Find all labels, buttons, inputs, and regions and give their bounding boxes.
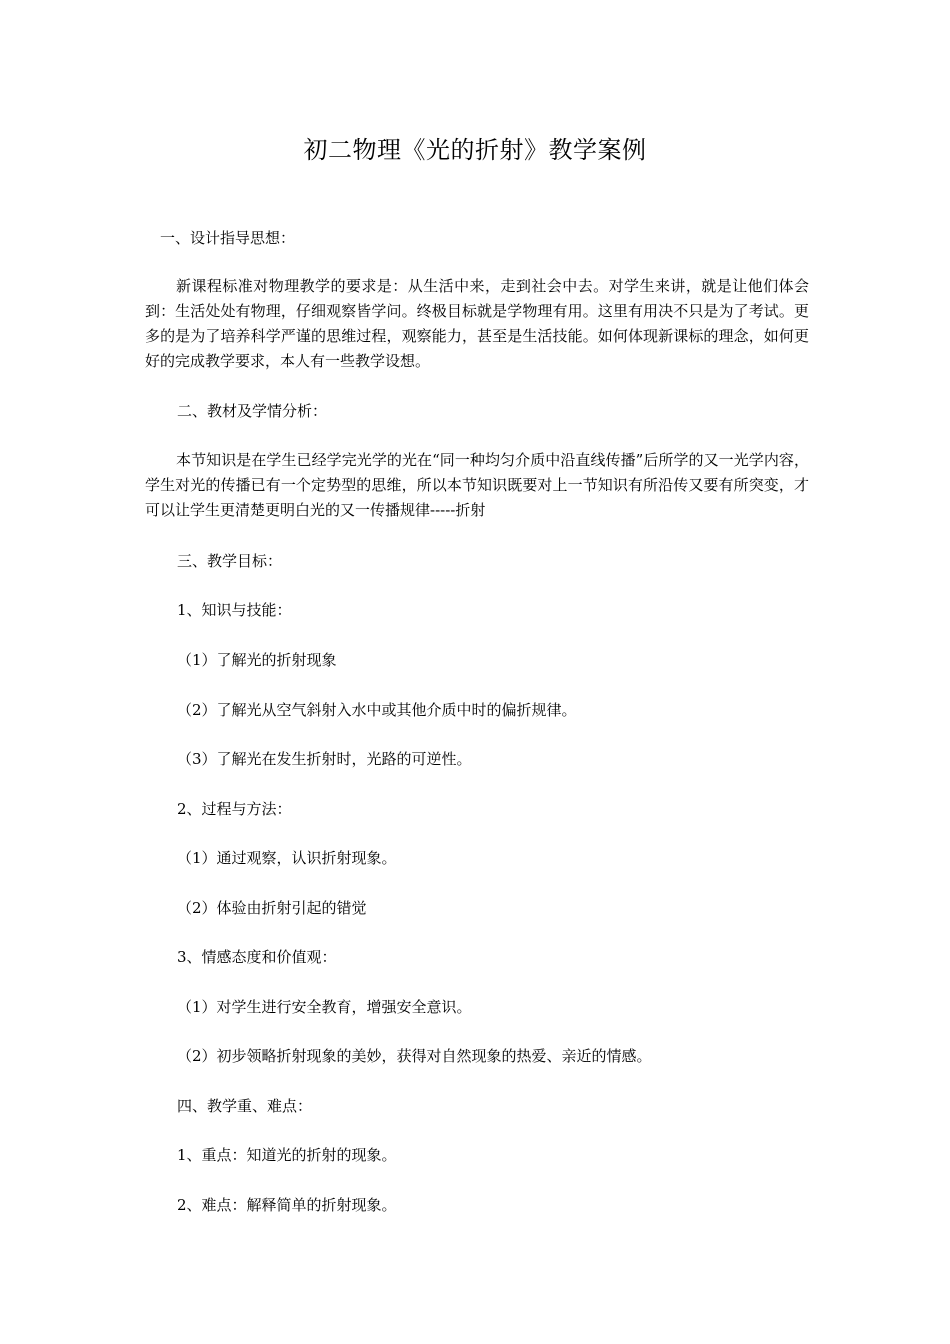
- goal-item: （1）通过观察，认识折射现象。: [177, 849, 397, 867]
- section-heading-teaching-goals: 三、教学目标：: [177, 552, 283, 570]
- section-heading-key-difficult-points: 四、教学重、难点：: [177, 1097, 313, 1115]
- section-heading-textbook-analysis: 二、教材及学情分析：: [177, 402, 328, 420]
- goal-heading-knowledge-skills: 1、知识与技能：: [177, 601, 292, 619]
- goal-item: （1）对学生进行安全教育，增强安全意识。: [177, 998, 472, 1016]
- section-heading-design-guidance: 一、设计指导思想：: [160, 229, 296, 247]
- paragraph-textbook-analysis: 本节知识是在学生已经学完光学的光在“同一种均匀介质中沿直线传播”后所学的又一光学内容，学生对光的传播已有一个定势型的思维，所以本节知识既要对上一节知识有所沿传又要有所突变，才可以让学生更清楚更明白光的又一传播规律-----折射: [145, 451, 809, 519]
- difficult-point: 2、难点：解释简单的折射现象。: [177, 1196, 397, 1214]
- document-title: 初二物理《光的折射》教学案例: [303, 136, 647, 164]
- key-point: 1、重点：知道光的折射的现象。: [177, 1146, 397, 1164]
- goal-heading-process-method: 2、过程与方法：: [177, 800, 292, 818]
- goal-heading-emotion-values: 3、情感态度和价值观：: [177, 948, 337, 966]
- goal-item: （2）初步领略折射现象的美妙，获得对自然现象的热爱、亲近的情感。: [177, 1047, 652, 1065]
- goal-item: （2）了解光从空气斜射入水中或其他介质中时的偏折规律。: [177, 701, 577, 719]
- goal-item: （1）了解光的折射现象: [177, 651, 337, 669]
- goal-item: （2）体验由折射引起的错觉: [177, 899, 367, 917]
- paragraph-design-guidance: 新课程标准对物理教学的要求是：从生活中来，走到社会中去。对学生来讲，就是让他们体会到：生活处处有物理，仔细观察皆学问。终极目标就是学物理有用。这里有用决不只是为了考试。更多的是为了培养科学严谨的思维过程，观察能力，甚至是生活技能。如何体现新课标的理念，如何更好的完成教学要求，本人有一些教学设想。: [145, 277, 809, 370]
- goal-item: （3）了解光在发生折射时，光路的可逆性。: [177, 750, 472, 768]
